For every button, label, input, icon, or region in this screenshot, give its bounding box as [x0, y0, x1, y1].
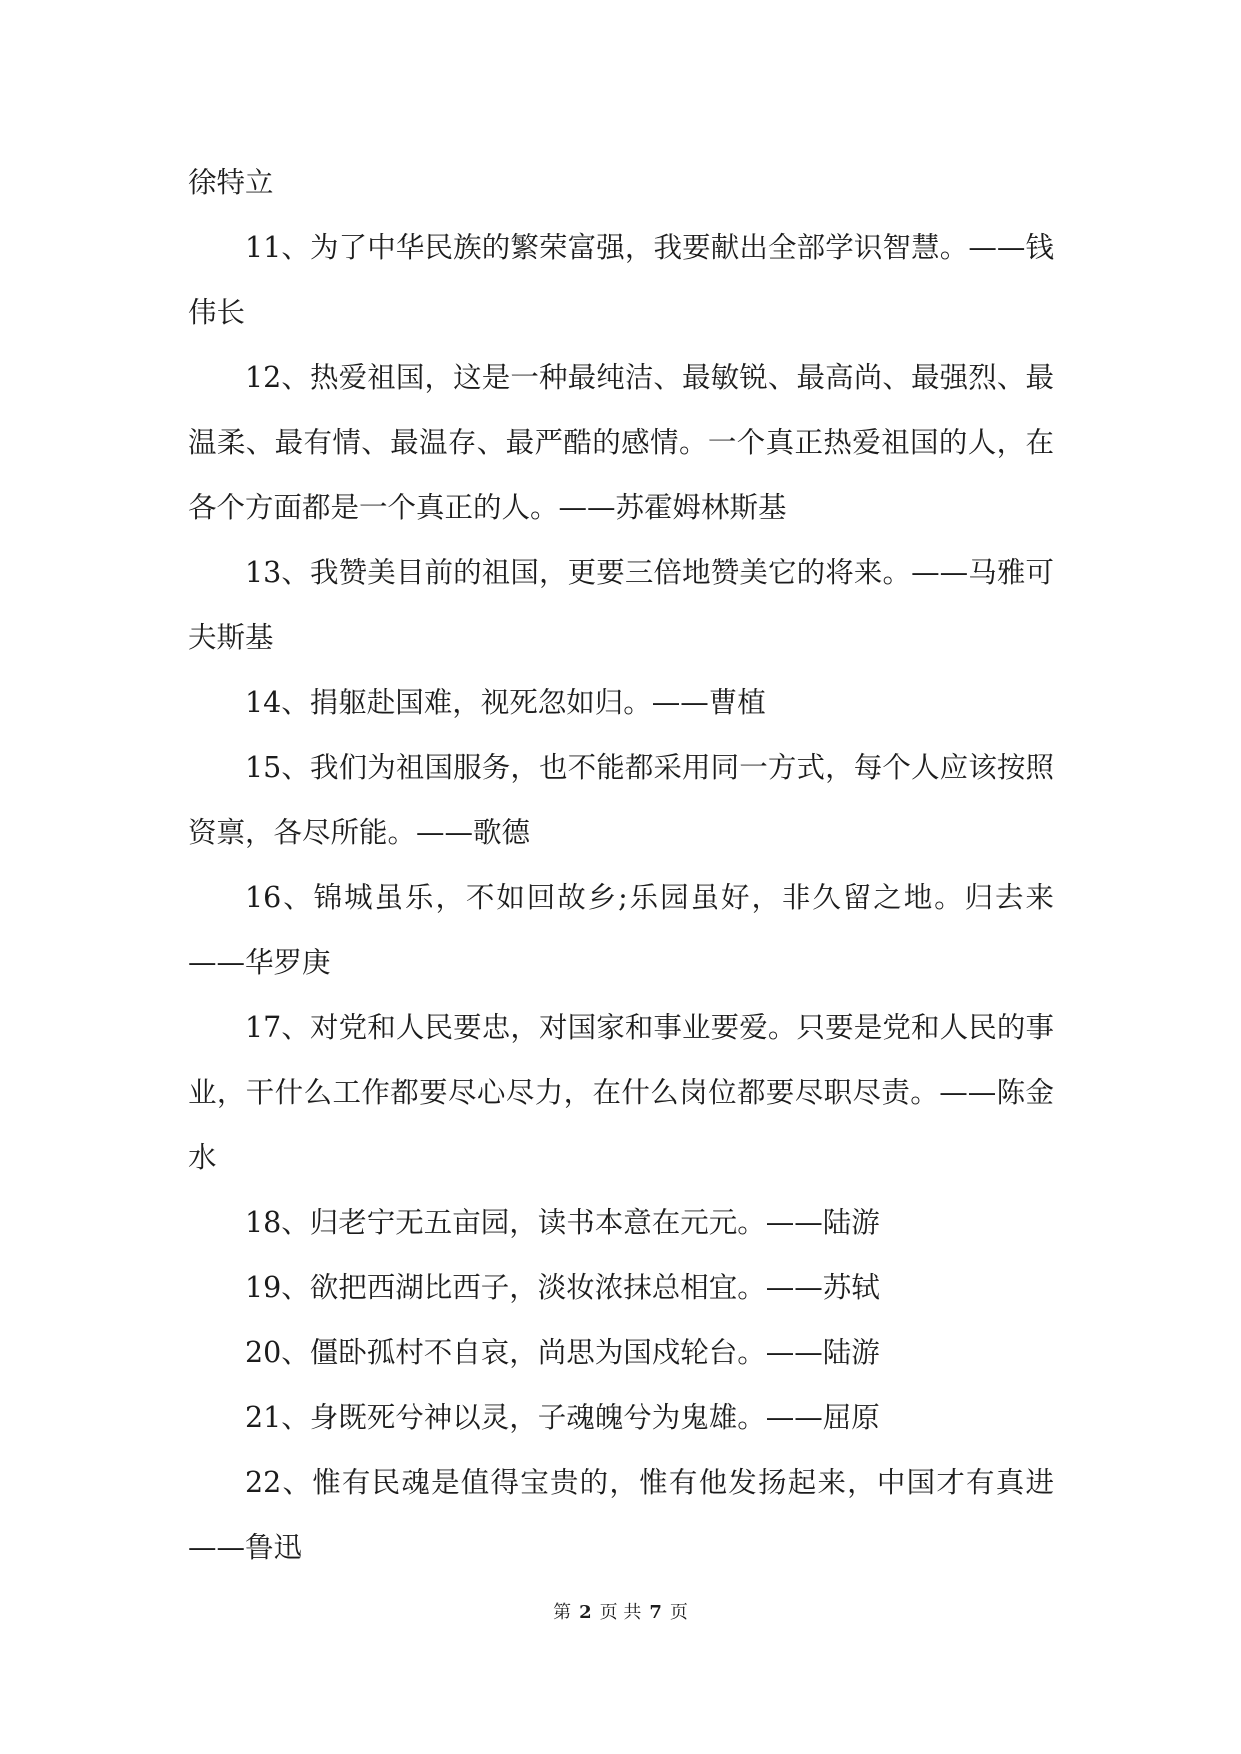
- text-line: 18、归老宁无五亩园，读书本意在元元。——陆游: [245, 1206, 880, 1239]
- quote-paragraph: [188, 540, 1054, 670]
- quote-paragraph: [188, 345, 1054, 540]
- text-line: 11、为了中华民族的繁荣富强，我要献出全部学识智慧。——钱: [245, 231, 1054, 264]
- total-pages-number: 7: [649, 1602, 662, 1623]
- text-line: 夫斯基: [188, 621, 274, 654]
- quote-paragraph: [188, 1190, 1054, 1255]
- text-line: ——鲁迅: [188, 1531, 303, 1564]
- current-page-number: 2: [579, 1602, 592, 1623]
- text-line: 温柔、最有情、最温存、最严酷的感情。一个真正热爱祖国的人，在: [188, 426, 1054, 459]
- text-line: ——华罗庚: [188, 946, 331, 979]
- quote-paragraph: [188, 865, 1054, 995]
- text-line: 14、捐躯赴国难，视死忽如归。——曹植: [245, 686, 766, 719]
- text-line: 徐特立: [188, 166, 274, 199]
- text-line: 19、欲把西湖比西子，淡妆浓抹总相宜。——苏轼: [245, 1271, 880, 1304]
- text-line: 资禀，各尽所能。——歌德: [188, 816, 531, 849]
- paragraph-continuation: [188, 150, 1054, 215]
- footer-label-suffix: 页: [669, 1602, 688, 1623]
- text-line: 13、我赞美目前的祖国，更要三倍地赞美它的将来。——马雅可: [245, 556, 1054, 589]
- text-line: 22、惟有民魂是值得宝贵的，惟有他发扬起来，中国才有真进: [245, 1466, 1054, 1499]
- quote-paragraph: [188, 1385, 1054, 1450]
- quote-paragraph: [188, 1450, 1054, 1580]
- text-line: 17、对党和人民要忠，对国家和事业要爱。只要是党和人民的事: [245, 1011, 1054, 1044]
- quote-paragraph: [188, 670, 1054, 735]
- text-line: 21、身既死兮神以灵，子魂魄兮为鬼雄。——屈原: [245, 1401, 880, 1434]
- text-line: 水: [188, 1141, 217, 1174]
- quote-paragraph: [188, 995, 1054, 1190]
- text-line: 16、锦城虽乐，不如回故乡;乐园虽好，非久留之地。归去来: [245, 881, 1054, 914]
- quote-paragraph: [188, 1320, 1054, 1385]
- text-line: 伟长: [188, 296, 246, 329]
- footer-label-middle: 页 共: [599, 1602, 642, 1623]
- text-line: 20、僵卧孤村不自哀，尚思为国戍轮台。——陆游: [245, 1336, 880, 1369]
- text-line: 业，干什么工作都要尽心尽力，在什么岗位都要尽职尽责。——陈金: [188, 1076, 1054, 1109]
- quote-paragraph: [188, 735, 1054, 865]
- text-line: 15、我们为祖国服务，也不能都采用同一方式，每个人应该按照: [245, 751, 1054, 784]
- quote-paragraph: [188, 215, 1054, 345]
- text-line: 各个方面都是一个真正的人。——苏霍姆林斯基: [188, 491, 787, 524]
- footer-label-prefix: 第: [553, 1602, 572, 1623]
- text-line: 12、热爱祖国，这是一种最纯洁、最敏锐、最高尚、最强烈、最: [245, 361, 1054, 394]
- quote-paragraph: [188, 1255, 1054, 1320]
- document-body: [188, 150, 1054, 1580]
- page-footer: [0, 1600, 1241, 1626]
